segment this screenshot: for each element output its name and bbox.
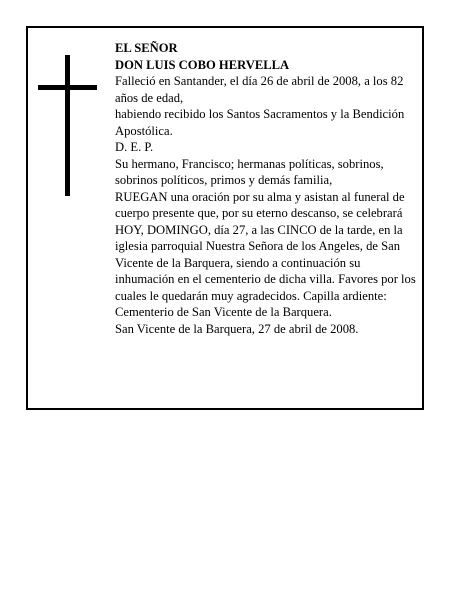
deceased-name: DON LUIS COBO HERVELLA xyxy=(115,57,290,72)
obituary-text xyxy=(115,40,423,337)
sacraments-line: habiendo recibido los Santos Sacramentos y la Bendición Apostólica. xyxy=(115,107,405,138)
funeral-request: RUEGAN una oración por su alma y asistan al funeral de cuerpo presente que, por su eterno descanso, se celebrará HOY, DOMINGO, día 27, a las CINCO de la tarde, en la iglesia parroquial Nuestra Señora de los Angeles, de San Vicente de la Barquera, siendo a continuación su inhumación en el cementerio de dicha villa. Favores por los cuales le quedarán muy agradecidos. Capilla ardiente: Cementerio de San Vicente de la Barquera. xyxy=(115,189,416,319)
family-line: Su hermano, Francisco; hermanas políticas, sobrinos, sobrinos políticos, primos y demás familia, xyxy=(115,156,384,187)
deceased-title: EL SEÑOR xyxy=(115,41,178,55)
cross-vertical-bar xyxy=(65,55,70,196)
cross-horizontal-bar xyxy=(38,85,97,90)
death-announcement: Falleció en Santander, el día 26 de abril de 2008, a los 82 años de edad, xyxy=(115,74,404,105)
dep-line: D. E. P. xyxy=(115,140,154,154)
place-date-line: San Vicente de la Barquera, 27 de abril de 2008. xyxy=(115,321,359,336)
